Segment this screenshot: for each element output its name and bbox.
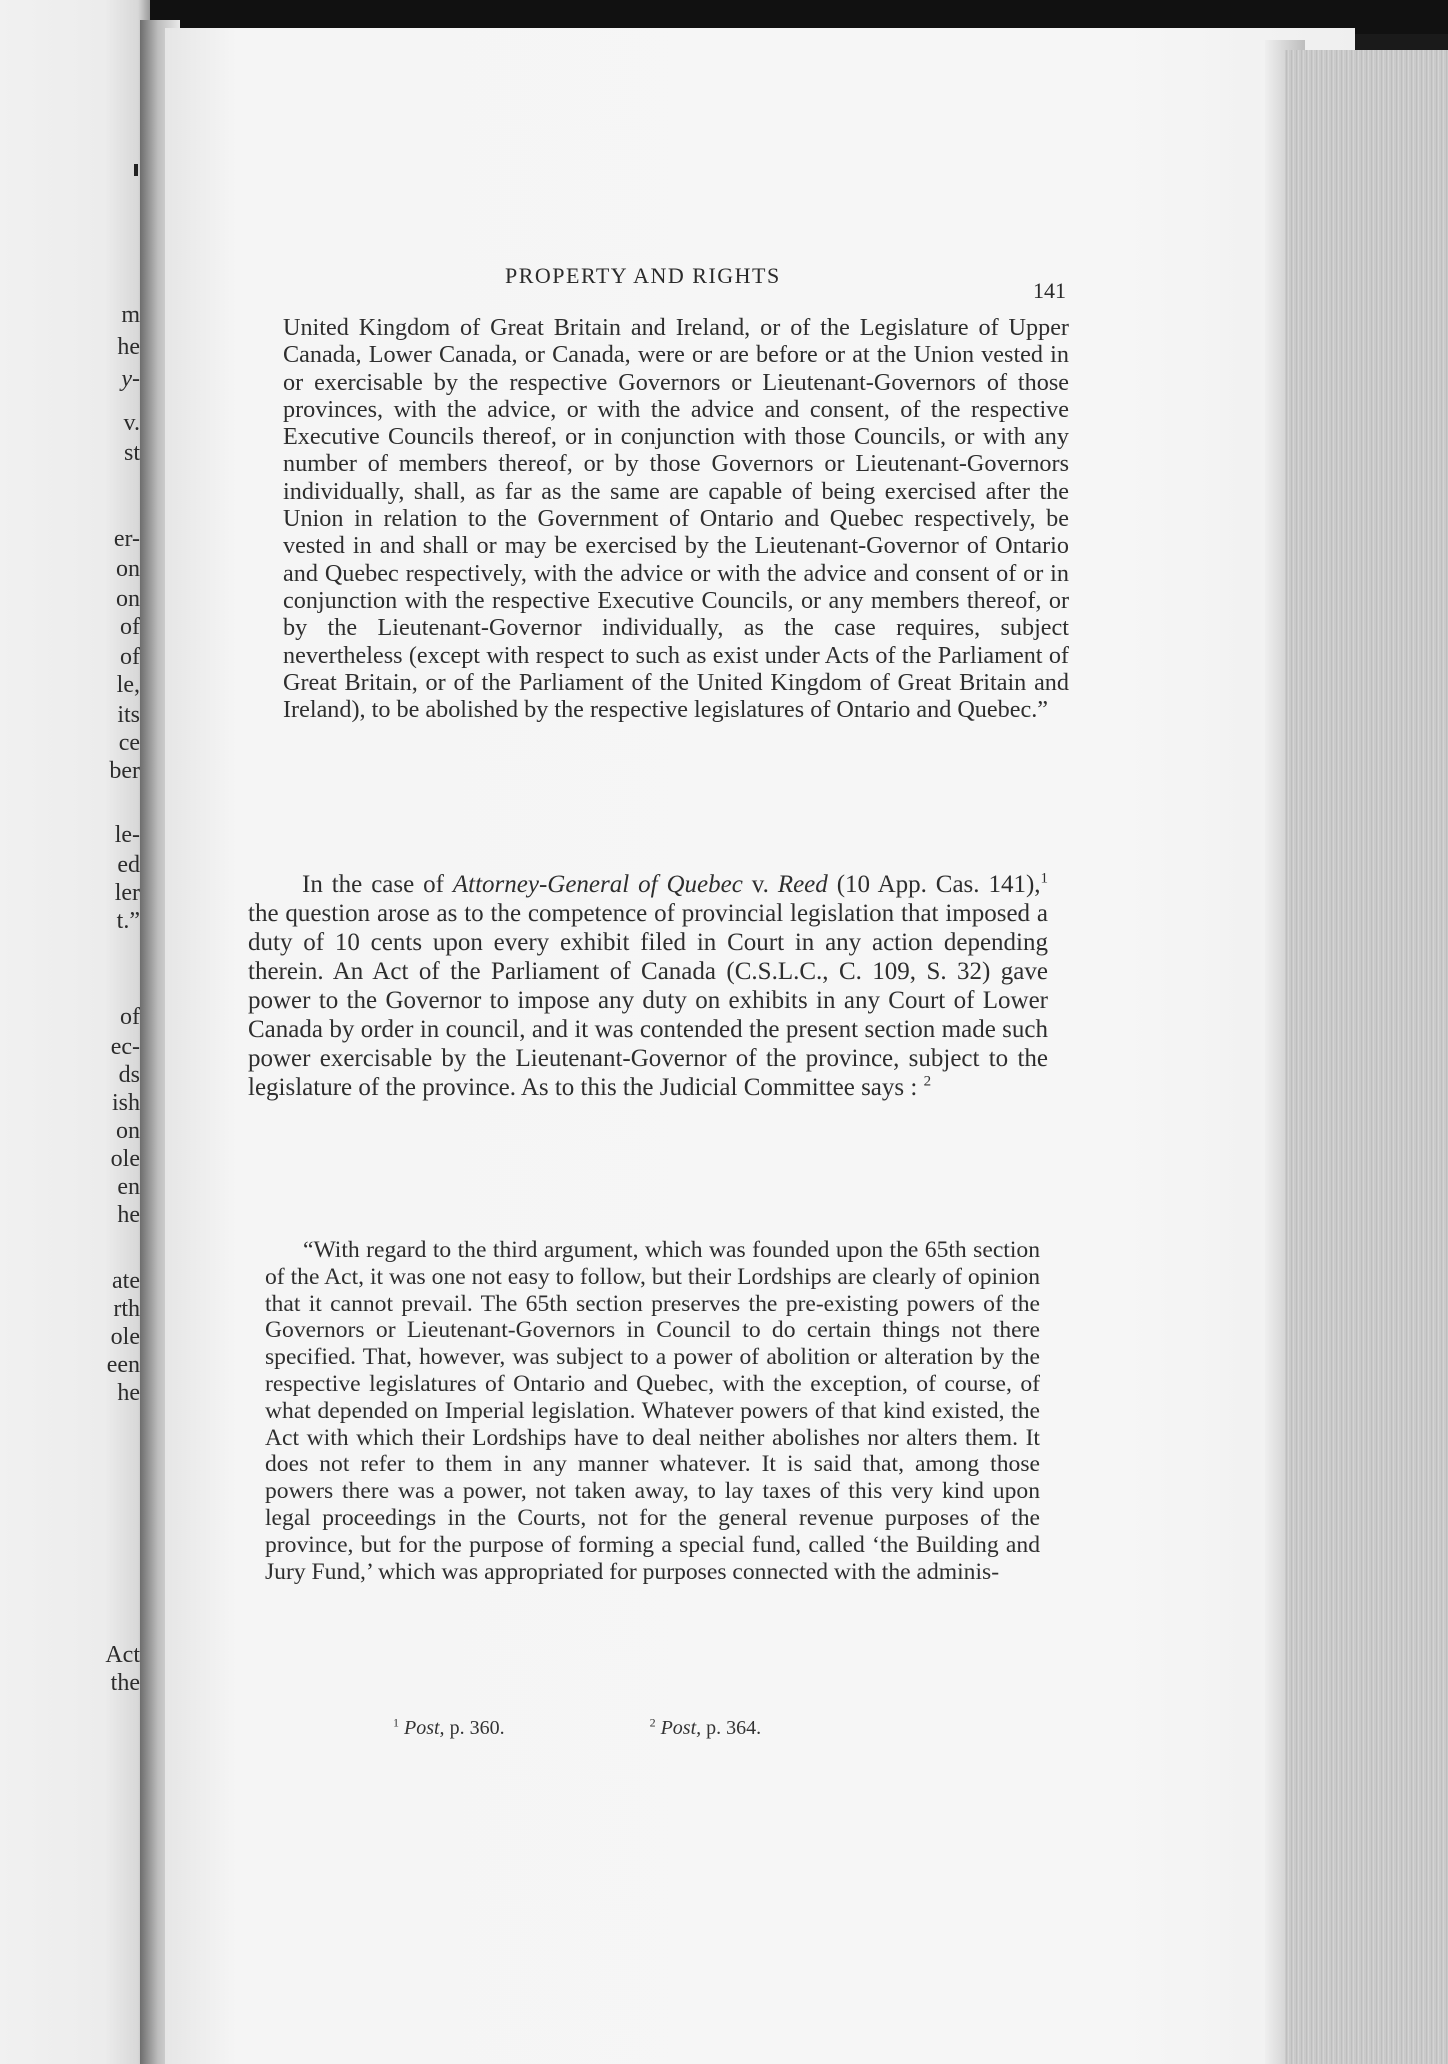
left-fragment: on — [116, 1118, 140, 1144]
case-name: Attorney-General of Quebec — [452, 871, 743, 898]
judicial-quote: “With regard to the third argument, which was founded upon the 65th section of the Act, it was one not easy to follow, but their Lordships are clearly of opinion that it cannot prevail. The 65th section preserves the pre-existing powers of the Governors or Lieutenant-Governors in Council to do certain things not there specified. That, however, was subject to a power of abolition or alteration by the respective legislatures of Ontario and Quebec, with the exception, of course, of what depended on Imperial legislation. Whatever powers of that kind existed, the Act with which their Lordships have to deal neither abolishes nor alters them. It does not refer to them in any manner whatever. It is said that, among those powers there was a power, not taken away, to lay taxes of this very kind upon legal proceedings in the Courts, not for the general revenue purposes of the province, but for the purpose of forming a special fund, called ‘the Building and Jury Fund,’ which was appropriated for purposes connected with the adminis- — [265, 1237, 1040, 1585]
case-respondent: Reed — [777, 871, 828, 898]
page-number: 141 — [1033, 278, 1066, 303]
left-fragment: m — [121, 302, 140, 328]
left-fragment: ish — [111, 1090, 140, 1116]
case-body: the question arose as to the competence of provincial legislation that imposed a duty of 10 cents upon every exhibit filed in Court in any action depending therein. An Act of the Parliament of Canada (C.S.L.C., C. 109, S. 32) gave power to the Governor to impose any duty on exhibits in any Court of Lower Canada by order in council, and it was contended the present section made such power exercisable by the Lieutenant-Governor of the province, subject to the legislature of the province. As to this the Judicial Committee says : — [248, 900, 1048, 1101]
left-fragment: ed — [117, 852, 140, 878]
left-fragment: its — [117, 702, 140, 728]
page-edges-stack — [1285, 50, 1448, 2064]
left-facing-page — [0, 0, 150, 2064]
left-fragment: of — [120, 614, 140, 640]
left-fragment: ce — [118, 730, 140, 756]
quote-continuation: United Kingdom of Great Britain and Ireland, or of the Legislature of Upper Canada, Lower Canada, or Canada, were or are before or at the Union vested in or exercisable by the respective Governors or Lieutenant-Governors of those provinces, with the advice, or with the advice and consent, of the respective Executive Councils thereof, or in conjunction with those Councils, or with any number of members thereof, or by those Governors or Lieutenant-Governors individually, shall, as far as the same are capable of being exercised after the Union in relation to the Government of Ontario and Quebec respectively, be vested in and shall or may be exercised by the Lieutenant-Governor of Ontario and Quebec respectively, with the advice or with the advice and consent of or in conjunction with the respective Executive Councils, or any members thereof, or by the Lieutenant-Governor individually, as the case requires, subject nevertheless (except with respect to such as exist under Acts of the Parliament of Great Britain, or of the Parliament of the United Kingdom of Great Britain and Ireland), to be abolished by the respective legislatures of Ontario and Quebec.” — [283, 314, 1069, 724]
footnote-2 — [650, 1717, 762, 1740]
case-citation: (10 App. Cas. 141), — [836, 871, 1041, 898]
footnotes — [393, 1717, 953, 1740]
left-fragment: on — [116, 586, 140, 612]
footnote-ref-2: 2 — [923, 1073, 932, 1090]
left-fragment: ler — [114, 880, 140, 906]
left-fragment: t.” — [116, 908, 140, 934]
left-fragment: of — [120, 644, 140, 670]
left-fragment: rth — [113, 1296, 140, 1322]
left-fragment: le- — [114, 822, 140, 848]
footnote-1 — [393, 1717, 505, 1740]
left-fragment: of — [120, 1004, 140, 1030]
footnote-2-ref: Post, — [660, 1717, 702, 1739]
left-fragment: v. — [123, 410, 140, 436]
left-fragment: ds — [118, 1062, 140, 1088]
left-fragment: he — [117, 334, 140, 360]
left-fragment: ole — [110, 1324, 140, 1350]
case-intro: In the case of — [302, 871, 444, 898]
footnote-2-page: p. 364. — [706, 1717, 762, 1739]
left-fragment: he — [117, 1380, 140, 1406]
left-fragment: ole — [110, 1146, 140, 1172]
left-fragment: he — [117, 1202, 140, 1228]
left-fragment: ber — [109, 758, 140, 784]
left-fragment: ate — [112, 1268, 140, 1294]
left-fragment: en — [117, 1174, 140, 1200]
page-mark — [134, 164, 138, 176]
left-fragment: y- — [121, 366, 140, 392]
footnote-1-ref: Post, — [404, 1717, 445, 1739]
footnote-1-num: 1 — [393, 1715, 399, 1730]
left-fragment: een — [106, 1352, 140, 1378]
case-paragraph — [248, 870, 1048, 1102]
left-fragment: le, — [116, 672, 140, 698]
left-fragment: er- — [113, 526, 140, 552]
left-fragment: on — [116, 556, 140, 582]
footnote-ref-1: 1 — [1040, 870, 1049, 887]
running-head: PROPERTY AND RIGHTS — [505, 263, 781, 288]
footnote-2-num: 2 — [649, 1715, 656, 1730]
left-fragment: st — [123, 440, 140, 466]
case-versus: v. — [751, 871, 769, 898]
left-fragment: the — [110, 1670, 140, 1696]
left-fragment: Act — [105, 1642, 140, 1668]
footnote-1-page: p. 360. — [449, 1717, 505, 1739]
left-fragment: ec- — [110, 1034, 140, 1060]
